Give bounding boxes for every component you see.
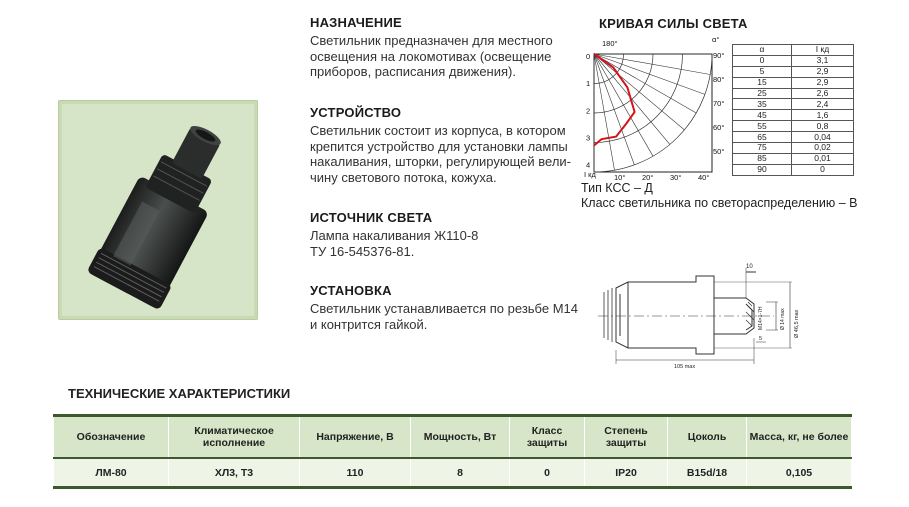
purpose-text: Светильник предназначен для местного освещения на локомотивах (освещение приборов, расписания движения). — [310, 33, 553, 79]
purpose-heading: НАЗНАЧЕНИЕ — [310, 15, 402, 30]
technical-drawing — [596, 258, 858, 370]
dim-10: 10 — [746, 264, 753, 270]
cell-protection-degree: IP20 — [585, 458, 668, 488]
col-protection-class: Класс защиты — [510, 416, 585, 459]
ksst-type: Тип КСС – Д — [581, 181, 653, 195]
dim-14: Ø 14 max — [780, 308, 786, 330]
col-mass: Масса, кг, не более — [747, 416, 852, 459]
col-designation: Обозначение — [54, 416, 169, 459]
alpha-cell: 85 — [733, 153, 792, 164]
bottom-ticks — [614, 173, 709, 180]
dim-5: 5 — [759, 336, 763, 342]
ksst-info — [581, 181, 858, 211]
label-180: 180° — [602, 39, 618, 48]
alpha-cell: α — [733, 45, 792, 56]
light-table-row — [733, 66, 854, 77]
intensity-cell: 2,6 — [792, 88, 854, 99]
light-source-heading: ИСТОЧНИК СВЕТА — [310, 210, 433, 225]
light-table-row — [733, 110, 854, 121]
cell-climate: ХЛ3, Т3 — [169, 458, 300, 488]
intensity-cell: 3,1 — [792, 55, 854, 66]
alpha-cell: 5 — [733, 66, 792, 77]
light-table — [732, 44, 854, 176]
light-intensity-curve — [594, 54, 635, 146]
dim-46: Ø 46,5 max — [794, 309, 800, 338]
cell-voltage: 110 — [300, 458, 411, 488]
installation-text: Светильник устанавливается по резьбе М14 и контрится гайкой. — [310, 301, 578, 332]
cell-designation: ЛМ-80 — [54, 458, 169, 488]
alpha-cell: 65 — [733, 132, 792, 143]
intensity-cell: 0 — [792, 164, 854, 175]
col-voltage: Напряжение, В — [300, 416, 411, 459]
col-protection-degree: Степень защиты — [585, 416, 668, 459]
right-tick: 60° — [713, 123, 725, 132]
intensity-cell: I кд — [792, 45, 854, 56]
right-tick: 50° — [713, 147, 725, 156]
alpha-label: α° — [712, 35, 720, 44]
specs-data-row — [54, 458, 852, 488]
right-ticks — [713, 51, 724, 156]
intensity-cell: 0,04 — [792, 132, 854, 143]
intensity-cell: 2,9 — [792, 66, 854, 77]
dim-105: 105 max — [674, 364, 696, 370]
alpha-cell: 75 — [733, 143, 792, 154]
dim-m14: M14×1-7H — [758, 306, 764, 330]
polar-chart — [584, 34, 730, 180]
design-heading: УСТРОЙСТВО — [310, 105, 402, 120]
polar-grid — [594, 54, 712, 172]
light-table-row — [733, 99, 854, 110]
light-table-row — [733, 77, 854, 88]
intensity-cell: 1,6 — [792, 110, 854, 121]
light-source-text: Лампа накаливания Ж110-8 ТУ 16-545376-81. — [310, 228, 479, 259]
cell-mass: 0,105 — [747, 458, 852, 488]
specs-title: ТЕХНИЧЕСКИЕ ХАРАКТЕРИСТИКИ — [68, 386, 291, 401]
light-table-row — [733, 121, 854, 132]
specs-header-row — [54, 416, 852, 459]
alpha-cell: 0 — [733, 55, 792, 66]
col-climate: Климатическое исполнение — [169, 416, 300, 459]
light-table-row — [733, 132, 854, 143]
intensity-cell: 2,9 — [792, 77, 854, 88]
col-power: Мощность, Вт — [411, 416, 510, 459]
cell-power: 8 — [411, 458, 510, 488]
intensity-cell: 0,8 — [792, 121, 854, 132]
specs-table — [53, 414, 852, 489]
alpha-cell: 55 — [733, 121, 792, 132]
alpha-cell: 15 — [733, 77, 792, 88]
bottom-tick: 40° — [698, 173, 710, 180]
light-table-row — [733, 55, 854, 66]
left-tick: 0 — [586, 52, 591, 61]
bottom-tick: 20° — [642, 173, 654, 180]
cell-socket: B15d/18 — [668, 458, 747, 488]
light-class: Класс светильника по светораспределению – В — [581, 196, 858, 210]
col-socket: Цоколь — [668, 416, 747, 459]
alpha-cell: 35 — [733, 99, 792, 110]
right-tick: 70° — [713, 99, 725, 108]
light-table-row — [733, 153, 854, 164]
cell-protection-class: 0 — [510, 458, 585, 488]
intensity-cell: 2,4 — [792, 99, 854, 110]
left-tick: 4 — [586, 160, 591, 170]
light-table-row — [733, 88, 854, 99]
product-photo — [58, 100, 258, 320]
light-table-row — [733, 143, 854, 154]
left-tick: 2 — [586, 106, 591, 116]
bottom-tick: 30° — [670, 173, 682, 180]
left-tick: 3 — [586, 133, 591, 143]
right-tick: 80° — [713, 75, 725, 84]
right-tick: 90° — [713, 51, 725, 60]
alpha-cell: 25 — [733, 88, 792, 99]
alpha-cell: 45 — [733, 110, 792, 121]
intensity-cell: 0,02 — [792, 143, 854, 154]
light-table-header — [733, 45, 854, 56]
light-table-row — [733, 164, 854, 175]
left-ticks — [586, 52, 590, 170]
alpha-cell: 90 — [733, 164, 792, 175]
left-tick: 1 — [586, 79, 591, 89]
unit-label: I кд — [584, 170, 596, 179]
chart-title: КРИВАЯ СИЛЫ СВЕТА — [599, 16, 748, 31]
design-text: Светильник состоит из корпуса, в котором крепится устройство для установки лампы накаливания, шторки, регулирующей вели- чину светового потока, кожуха. — [310, 123, 572, 185]
bottom-tick: 10° — [614, 173, 626, 180]
lamp-image — [58, 100, 258, 320]
intensity-cell: 0,01 — [792, 153, 854, 164]
installation-heading: УСТАНОВКА — [310, 283, 392, 298]
